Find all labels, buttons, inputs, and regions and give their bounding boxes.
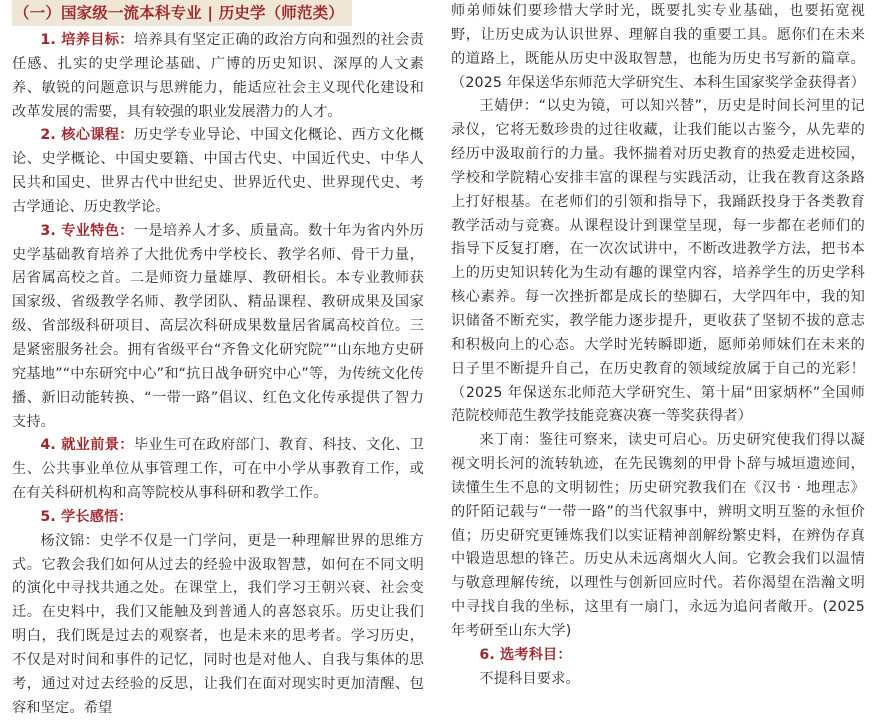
features-paragraph bbox=[12, 220, 424, 435]
employment-paragraph bbox=[12, 434, 424, 506]
employment-heading: 4. 就业前景： bbox=[40, 437, 134, 454]
goal-paragraph bbox=[12, 29, 424, 124]
left-column bbox=[12, 0, 424, 720]
testimonials-heading: 5. 学长感悟： bbox=[40, 508, 133, 525]
testimonial-yang-part2: 师弟师妹们要珍惜大学时光，既要扎实专业基础，也要拓宽视野，让历史成为认识世界、理解自我的重要工具。愿你们在未来的道路上，既能从历史中汲取智慧，也能为历史书写新的篇章。（2025 年保送华东师范大学研究生、本科生国家奖学金获得者） bbox=[451, 3, 866, 91]
testimonial-yang-part1: 杨汶锦：史学不仅是一门学问，更是一种理解世界的思维方式。它教会我们如何从过去的经验中汲取智慧，如何在不同文明的演化中寻找共通之处。在课堂上，我们学习王朝兴衰、社会变迁。在史料中，我们又能触及到普通人的喜怒哀乐。历史让我们明白，我们既是过去的观察者，也是未来的思考者。学习历史，不仅是对时间和事件的记忆，同时也是对他人、自我与集体的思考，通过对过去经验的反思，让我们在面对现实时更加清醒、包容和坚定。希望 bbox=[12, 532, 424, 716]
section-title: （一）国家级一流本科专业 | 历史学（师范类） bbox=[12, 0, 352, 26]
title-wrap bbox=[12, 0, 424, 27]
courses-paragraph bbox=[12, 124, 424, 219]
testimonial-lai: 来丁南：鉴往可察来，读史可启心。历史研究使我们得以凝视文明长河的流转轨迹，在先民镌刻的甲骨卜辞与城垣遗迹间，读懂生生不息的文明韧性；历史研究教我们在《汉书 · 地理志》的阡陌记载与“一带一路”的当代叙事中，辨明文明互鉴的永恒价值；历史研究更锤炼我们以实证精神剖解纷繁史料，在辨伪存真中锻造思想的锋芒。历史从未远离烟火人间。它教会我们以温情与敬意理解传统，以理性与创新回应时代。若你渴望在浩瀚文明中寻找自我的坐标，这里有一扇门，永远为追问者敞开。(2025 年考研至山东大学) bbox=[451, 432, 865, 639]
features-text: 一是培养人才多、质量高。数十年为省内外历史学基础教育培养了大批优秀中学校长、教学名师、骨干力量，居省属高校之首。二是师资力量雄厚、教研相长。本专业教师获国家级、省级教学名师、教学团队、精品课程、教研成果及国家级、省部级科研项目、高层次科研成果数量居省属高校首位。三是紧密服务社会。拥有省级平台“齐鲁文化研究院”“山东地方史研究基地”“中东研究中心”和“抗日战争研究中心”等，为传统文化传播、新旧动能转换、“一带一路”倡议、红色文化传承提供了智力支持。 bbox=[12, 222, 424, 430]
features-heading: 3. 专业特色： bbox=[40, 222, 134, 239]
right-column bbox=[451, 0, 865, 691]
courses-heading: 2. 核心课程： bbox=[40, 127, 134, 144]
subjects-text: 不提科目要求。 bbox=[479, 670, 580, 687]
goal-text: 培养具有坚定正确的政治方向和强烈的社会责任感、扎实的史学理论基础、广博的历史知识、深厚的人文素养、敏锐的问题意识与思辨能力，能适应社会主义现代化建设和改革发展的需要，具有较强的职业发展潜力的人才。 bbox=[12, 32, 424, 120]
subjects-heading: 6. 选考科目： bbox=[479, 646, 572, 663]
courses-text: 历史学专业导论、中国文化概论、西方文化概论、史学概论、中国史要籍、中国古代史、中国近代史、中华人民共和国史、世界古代中世纪史、世界近代史、世界现代史、考古学通论、历史教学论。 bbox=[12, 127, 424, 215]
employment-text: 毕业生可在政府部门、教育、科技、文化、卫生、公共事业单位从事管理工作，可在中小学从事教育工作，或在有关科研机构和高等院校从事科研和教学工作。 bbox=[12, 437, 424, 502]
testimonial-wang: 王婧伊：“以史为镜，可以知兴替”，历史是时间长河里的记录仪，它将无数珍贵的过往收藏，让我们能以古鉴今，从先辈的经历中汲取前行的力量。我怀揣着对历史教育的热爱走进校园，学校和学院精心安排丰富的课程与实践活动，让我在教育这条路上打好根基。在老师们的引领和指导下，我踊跃投身于各类教育教学活动与竞赛。从课程设计到课堂呈现，每一步都在老师们的指导下反复打磨，在一次次试讲中，不断改进教学方法，把书本上的历史知识转化为生动有趣的课堂内容，培养学生的历史学科核心素养。每一次挫折都是成长的垫脚石，大学四年中，我的知识储备不断充实，教学能力逐步提升，更收获了坚韧不拔的意志和积极向上的心态。大学时光转瞬即逝，愿师弟师妹们在未来的日子里不断提升自己，在历史教育的领域绽放属于自己的光彩！（2025 年保送东北师范大学研究生、第十届“田家炳杯”全国师范院校师范生教学技能竞赛决赛一等奖获得者） bbox=[451, 98, 865, 425]
goal-heading: 1. 培养目标： bbox=[40, 32, 134, 48]
